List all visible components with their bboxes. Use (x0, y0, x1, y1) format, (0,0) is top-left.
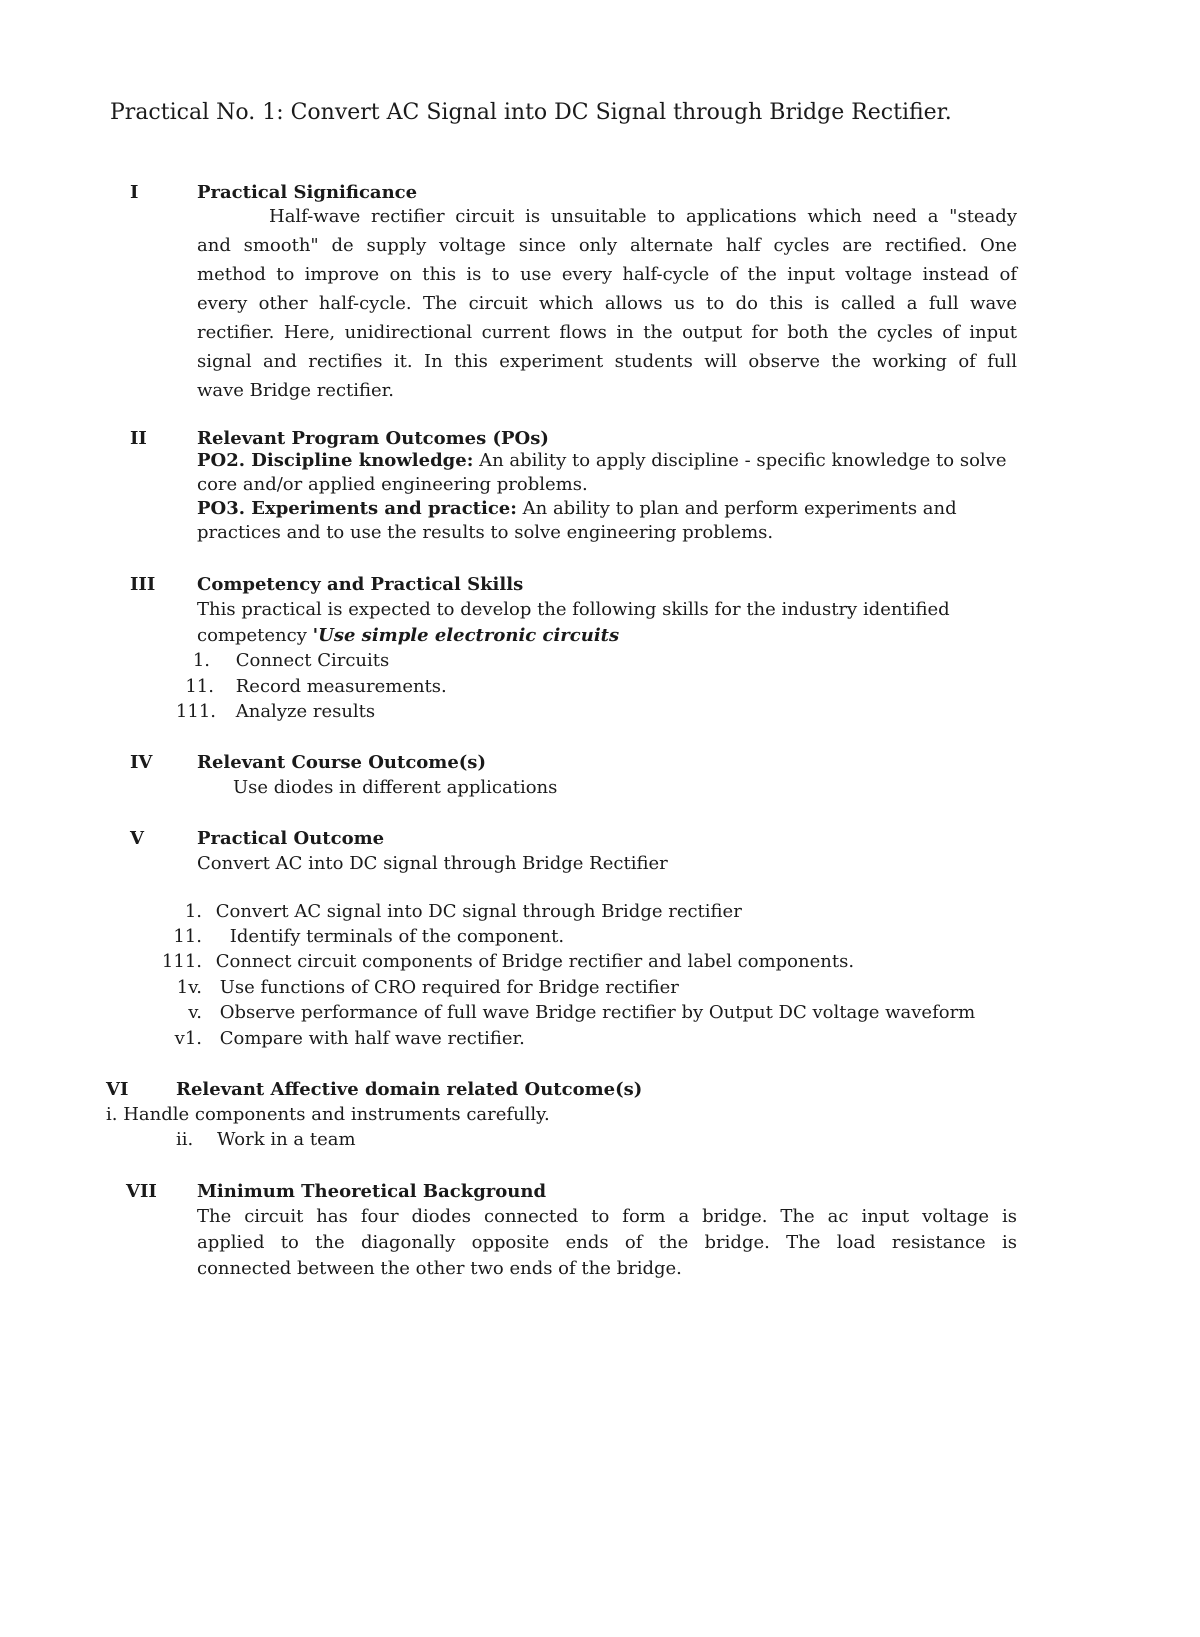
list-text: Work in a team (216, 1129, 356, 1150)
section-heading: Minimum Theoretical Background (197, 1181, 547, 1202)
po2-line (197, 449, 1017, 473)
paragraph-line: The circuit has four diodes connected to form a bridge. The ac input voltage is (197, 1206, 1017, 1227)
list-marker: v1. (174, 1028, 202, 1049)
list-text: Connect circuit components of Bridge rectifier and label components. (215, 951, 855, 972)
section-number: IV (130, 752, 153, 773)
practical-outcome-text: Convert AC into DC signal through Bridge Rectifier (197, 853, 668, 874)
list-text: Connect Circuits (235, 650, 390, 671)
section-number: I (130, 182, 139, 203)
list-marker: 111. (175, 701, 216, 722)
paragraph-line: rectifier. Here, unidirectional current flows in the output for both the cycles of input (197, 322, 1017, 343)
section-heading: Practical Outcome (197, 828, 385, 849)
section-number: VI (106, 1079, 129, 1100)
list-text: Observe performance of full wave Bridge rectifier by Output DC voltage waveform (219, 1002, 976, 1023)
list-text: Compare with half wave rectifier. (219, 1028, 525, 1049)
paragraph-line: wave Bridge rectifier. (197, 380, 395, 401)
list-item (140, 926, 564, 947)
list-text: Analyze results (235, 701, 376, 722)
po3-text: An ability to plan and perform experiments and (522, 498, 957, 519)
list-item (150, 676, 447, 697)
section-number: III (130, 574, 156, 595)
list-item (140, 1028, 525, 1049)
po3-label: PO3. Experiments and practice: (197, 498, 517, 519)
section-number: II (130, 428, 147, 449)
section-heading: Competency and Practical Skills (197, 574, 524, 595)
list-item (140, 901, 742, 922)
list-marker: 1. (184, 901, 202, 922)
page-title: Practical No. 1: Convert AC Signal into DC Signal through Bridge Rectifier. (110, 100, 952, 125)
paragraph-line: applied to the diagonally opposite ends of the bridge. The load resistance is (197, 1232, 1017, 1253)
paragraph-line: signal and rectifies it. In this experiment students will observe the working of full (197, 351, 1017, 372)
course-outcome-text: Use diodes in different applications (233, 777, 558, 798)
paragraph-line: Half-wave rectifier circuit is unsuitable to applications which need a "steady (269, 206, 1017, 227)
competency-label: competency (197, 625, 307, 646)
affective-item-1: i. Handle components and instruments carefully. (106, 1104, 550, 1125)
section-heading: Practical Significance (197, 182, 418, 203)
list-item (150, 701, 375, 722)
list-item (140, 977, 679, 998)
section-heading: Relevant Affective domain related Outcome(s) (176, 1079, 643, 1100)
list-item (176, 1129, 356, 1150)
list-marker: 1v. (176, 977, 202, 998)
po2-label: PO2. Discipline knowledge: (197, 450, 474, 471)
list-marker: 1. (192, 650, 210, 671)
competency-line (197, 625, 619, 646)
section-number: V (130, 828, 144, 849)
section-number: VII (126, 1181, 157, 1202)
paragraph-line: method to improve on this is to use every half-cycle of the input voltage instead of (197, 264, 1017, 285)
list-marker: 111. (161, 951, 202, 972)
list-text: Identify terminals of the component. (229, 926, 565, 947)
list-marker: 11. (173, 926, 202, 947)
list-item (140, 1002, 975, 1023)
section-heading: Relevant Course Outcome(s) (197, 752, 486, 773)
theoretical-background-paragraph (197, 1204, 1017, 1282)
po3-line (197, 497, 1017, 521)
po2-text: An ability to apply discipline - specific knowledge to solve (479, 450, 1007, 471)
po3-line-2: practices and to use the results to solve engineering problems. (197, 522, 774, 543)
list-marker: v. (188, 1002, 202, 1023)
competency-intro: This practical is expected to develop the following skills for the industry identified (197, 599, 950, 620)
practical-significance-paragraph (197, 202, 1017, 405)
paragraph-line: and smooth" de supply voltage since only alternate half cycles are rectified. One (197, 235, 1017, 256)
paragraph-line: connected between the other two ends of the bridge. (197, 1258, 682, 1279)
program-outcomes (197, 449, 1017, 545)
list-marker: 11. (185, 676, 214, 697)
competency-name: 'Use simple electronic circuits (312, 625, 620, 646)
list-item (140, 951, 854, 972)
list-text: Convert AC signal into DC signal through Bridge rectifier (215, 901, 742, 922)
section-heading: Relevant Program Outcomes (POs) (197, 428, 549, 449)
list-item (150, 650, 389, 671)
list-text: Record measurements. (235, 676, 447, 697)
list-text: Use functions of CRO required for Bridge rectifier (219, 977, 679, 998)
paragraph-line: every other half-cycle. The circuit which allows us to do this is called a full wave (197, 293, 1017, 314)
po2-line-2: core and/or applied engineering problems. (197, 474, 588, 495)
list-marker: ii. (176, 1129, 194, 1150)
